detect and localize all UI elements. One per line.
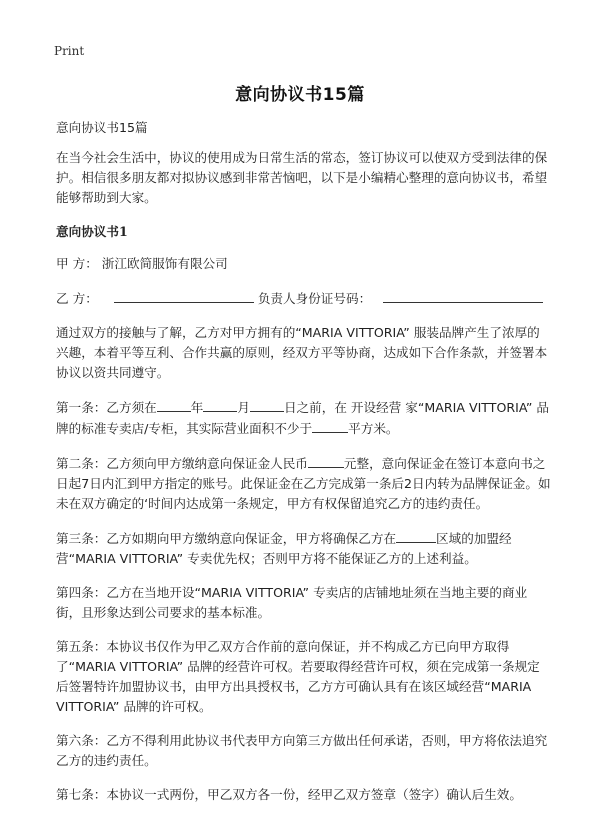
party-b-name-blank [114, 288, 254, 303]
party-a-line: 甲 方： 浙江欧简服饰有限公司 [56, 256, 228, 271]
party-b-id-label: 负责人身份证号码： [257, 291, 372, 306]
subtitle: 意向协议书15篇 [56, 120, 148, 135]
clause-7: 第七条：本协议一式两份，甲乙双方各一份，经甲乙双方签章（签字）确认后生效。 [56, 787, 522, 802]
clause-6: 第六条：乙方不得利用此协议书代表甲方向第三方做出任何承诺，否则，甲方将依法追究乙方的违约责任。 [56, 733, 548, 768]
preamble-paragraph: 通过双方的接触与了解，乙方对甲方拥有的“MARIA VITTORIA” 服装品牌产生了浓厚的兴趣，本着平等互利、合作共赢的原则，经双方平等协商，达成如下合作条款，并签署本协议以资共同遵守。 [56, 325, 548, 380]
clause-3-text-b: 区域的加盟经营“MARIA VITTORIA” 专卖优先权；否则甲方将不能保证乙方的上述利益。 [56, 531, 512, 566]
clause-1 [56, 397, 551, 439]
clause-1-month-label: 月 [237, 400, 250, 415]
clause-3 [56, 528, 551, 569]
document-body [56, 118, 551, 819]
clause-2-text-a: 第二条：乙方须向甲方缴纳意向保证金人民币 [56, 456, 308, 471]
clause-3-text-a: 第三条：乙方如期向甲方缴纳意向保证金，甲方将确保乙方在 [56, 531, 397, 546]
clause-2-text-b: 元整，意向保证金在签订本意向书之日起7日内汇到甲方指定的账号。此保证金在乙方完成第一条后2日内转为品牌保证金。如未在双方确定的‘时间内达成第一条规定，甲方有权保留追究乙方的违约责任。 [56, 456, 551, 511]
clause-3-region-blank [396, 528, 436, 543]
clause-1-text-b: 日之前，在 开设经营 家“MARIA VITTORIA” 品牌的标准专卖店/专柜，其实际营业面积不少于 [56, 400, 550, 436]
clause-1-day-blank [250, 397, 284, 412]
clause-1-text-c: 平方米。 [348, 421, 399, 436]
clause-1-area-blank [312, 418, 348, 433]
party-b-id-blank [383, 288, 543, 303]
print-link[interactable]: Print [54, 44, 85, 58]
clause-2-amount-blank [308, 453, 344, 468]
party-b-line [56, 288, 551, 309]
clause-1-month-blank [203, 397, 237, 412]
clause-5: 第五条：本协议书仅作为甲乙双方合作前的意向保证，并不构成乙方已向甲方取得了“MARIA VITTORIA” 品牌的经营许可权。若要取得经营许可权，须在完成第一条规定后签署特许加盟协议书，由甲方出具授权书，乙方方可确认具有在该区域经营“MARIA VITTORIA” 品牌的许可权。 [56, 639, 540, 714]
section-heading: 意向协议书1 [56, 224, 128, 239]
clause-4: 第四条：乙方在当地开设“MARIA VITTORIA” 专卖店的店铺地址须在当地主要的商业街，且形象达到公司要求的基本标准。 [56, 585, 528, 620]
party-b-label: 乙 方： [56, 291, 98, 306]
intro-paragraph: 在当今社会生活中，协议的使用成为日常生活的常态，签订协议可以使双方受到法律的保护。相信很多朋友都对拟协议感到非常苦恼吧，以下是小编精心整理的意向协议书，希望能够帮助到大家。 [56, 150, 548, 205]
clause-1-text-a: 第一条：乙方须在 [56, 400, 157, 415]
page-title: 意向协议书15篇 [235, 85, 365, 105]
clause-2 [56, 453, 551, 514]
clause-1-year-label: 年 [190, 400, 204, 415]
clause-1-year-blank [157, 397, 191, 412]
